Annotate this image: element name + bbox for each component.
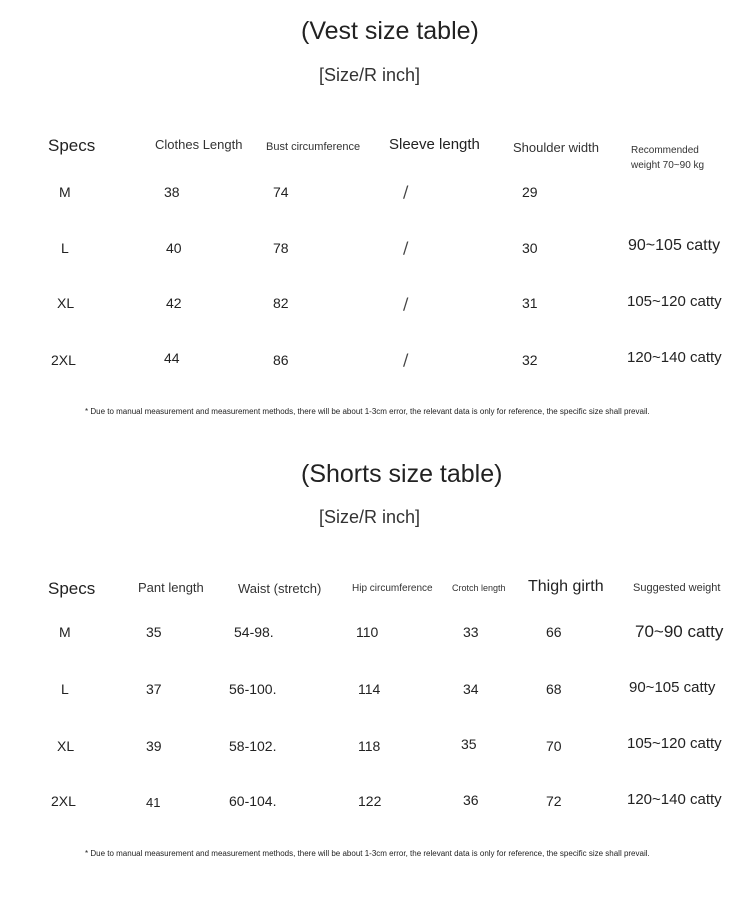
shorts-cell-size: 2XL bbox=[51, 793, 76, 809]
vest-cell-sleeve: / bbox=[403, 294, 409, 313]
vest-cell-length: 40 bbox=[166, 240, 182, 256]
vest-cell-sleeve: / bbox=[403, 182, 409, 201]
vest-cell-shoulder: 30 bbox=[522, 240, 538, 256]
vest-cell-size: M bbox=[59, 184, 71, 200]
shorts-footnote: * Due to manual measurement and measurement methods, there will be about 1-3cm error, the relevant data is only for reference, the specific size shall prevail. bbox=[85, 849, 650, 858]
vest-cell-length: 44 bbox=[164, 350, 180, 366]
vest-header-recommended-weight: Recommended weight 70~90 kg bbox=[631, 145, 705, 171]
vest-cell-weight: 105~120 catty bbox=[627, 293, 722, 310]
vest-cell-sleeve: / bbox=[403, 350, 409, 369]
shorts-cell-weight: 120~140 catty bbox=[627, 791, 722, 808]
shorts-cell-hip: 122 bbox=[358, 793, 382, 809]
shorts-cell-size: XL bbox=[57, 738, 75, 754]
shorts-cell-thigh: 66 bbox=[546, 624, 562, 640]
shorts-header-pant-length: Pant length bbox=[138, 580, 204, 595]
shorts-header-hip: Hip circumference bbox=[352, 583, 433, 594]
vest-cell-shoulder: 31 bbox=[522, 295, 538, 311]
shorts-cell-hip: 114 bbox=[358, 681, 381, 697]
shorts-cell-weight: 105~120 catty bbox=[627, 735, 722, 752]
vest-cell-size: 2XL bbox=[51, 352, 76, 368]
shorts-cell-pant: 37 bbox=[146, 681, 162, 697]
shorts-cell-crotch: 33 bbox=[463, 624, 479, 640]
shorts-cell-thigh: 68 bbox=[546, 681, 562, 697]
shorts-header-crotch-length: Crotch length bbox=[452, 583, 506, 593]
vest-cell-length: 38 bbox=[164, 184, 180, 200]
vest-cell-bust: 86 bbox=[273, 352, 289, 368]
vest-header-clothes-length: Clothes Length bbox=[155, 137, 243, 152]
shorts-subtitle: [Size/R inch] bbox=[319, 507, 421, 527]
vest-subtitle: [Size/R inch] bbox=[319, 65, 421, 85]
vest-cell-bust: 82 bbox=[273, 295, 289, 311]
vest-header-bust: Bust circumference bbox=[266, 141, 361, 153]
shorts-header-specs: Specs bbox=[48, 579, 96, 598]
shorts-cell-size: L bbox=[61, 681, 69, 697]
vest-footnote: * Due to manual measurement and measurement methods, there will be about 1-3cm error, the relevant data is only for reference, the specific size shall prevail. bbox=[85, 407, 650, 416]
vest-cell-shoulder: 32 bbox=[522, 352, 538, 368]
shorts-cell-weight: 70~90 catty bbox=[635, 622, 724, 641]
shorts-cell-crotch: 34 bbox=[463, 681, 479, 697]
shorts-header-suggested-weight: Suggested weight bbox=[633, 582, 721, 594]
vest-cell-weight: 120~140 catty bbox=[627, 349, 722, 366]
shorts-cell-waist: 58-102. bbox=[229, 738, 277, 754]
shorts-cell-waist: 54-98. bbox=[234, 624, 274, 640]
vest-header-sleeve-length: Sleeve length bbox=[389, 136, 480, 153]
vest-cell-bust: 78 bbox=[273, 240, 289, 256]
vest-cell-bust: 74 bbox=[273, 184, 289, 200]
shorts-cell-hip: 110 bbox=[356, 624, 379, 640]
shorts-cell-waist: 56-100. bbox=[229, 681, 277, 697]
vest-cell-weight: 90~105 catty bbox=[628, 237, 721, 254]
shorts-title: (Shorts size table) bbox=[301, 460, 503, 488]
shorts-cell-waist: 60-104. bbox=[229, 793, 277, 809]
vest-cell-length: 42 bbox=[166, 295, 182, 311]
vest-title: (Vest size table) bbox=[301, 17, 479, 45]
vest-cell-size: L bbox=[61, 240, 69, 256]
vest-header-shoulder-width: Shoulder width bbox=[513, 140, 599, 155]
shorts-header-waist: Waist (stretch) bbox=[238, 581, 322, 596]
shorts-cell-pant: 35 bbox=[146, 624, 162, 640]
shorts-cell-crotch: 36 bbox=[463, 792, 479, 808]
shorts-cell-hip: 118 bbox=[358, 738, 381, 754]
shorts-cell-crotch: 35 bbox=[461, 736, 477, 752]
vest-header-specs: Specs bbox=[48, 136, 96, 155]
vest-cell-sleeve: / bbox=[403, 238, 409, 257]
vest-cell-shoulder: 29 bbox=[522, 184, 538, 200]
vest-cell-size: XL bbox=[57, 295, 75, 311]
shorts-cell-weight: 90~105 catty bbox=[629, 679, 716, 696]
shorts-cell-pant: 39 bbox=[146, 738, 162, 754]
shorts-cell-thigh: 72 bbox=[546, 793, 562, 809]
shorts-header-thigh-girth: Thigh girth bbox=[528, 578, 604, 595]
shorts-cell-size: M bbox=[59, 624, 71, 640]
shorts-cell-pant: 41 bbox=[146, 795, 161, 810]
shorts-cell-thigh: 70 bbox=[546, 738, 562, 754]
